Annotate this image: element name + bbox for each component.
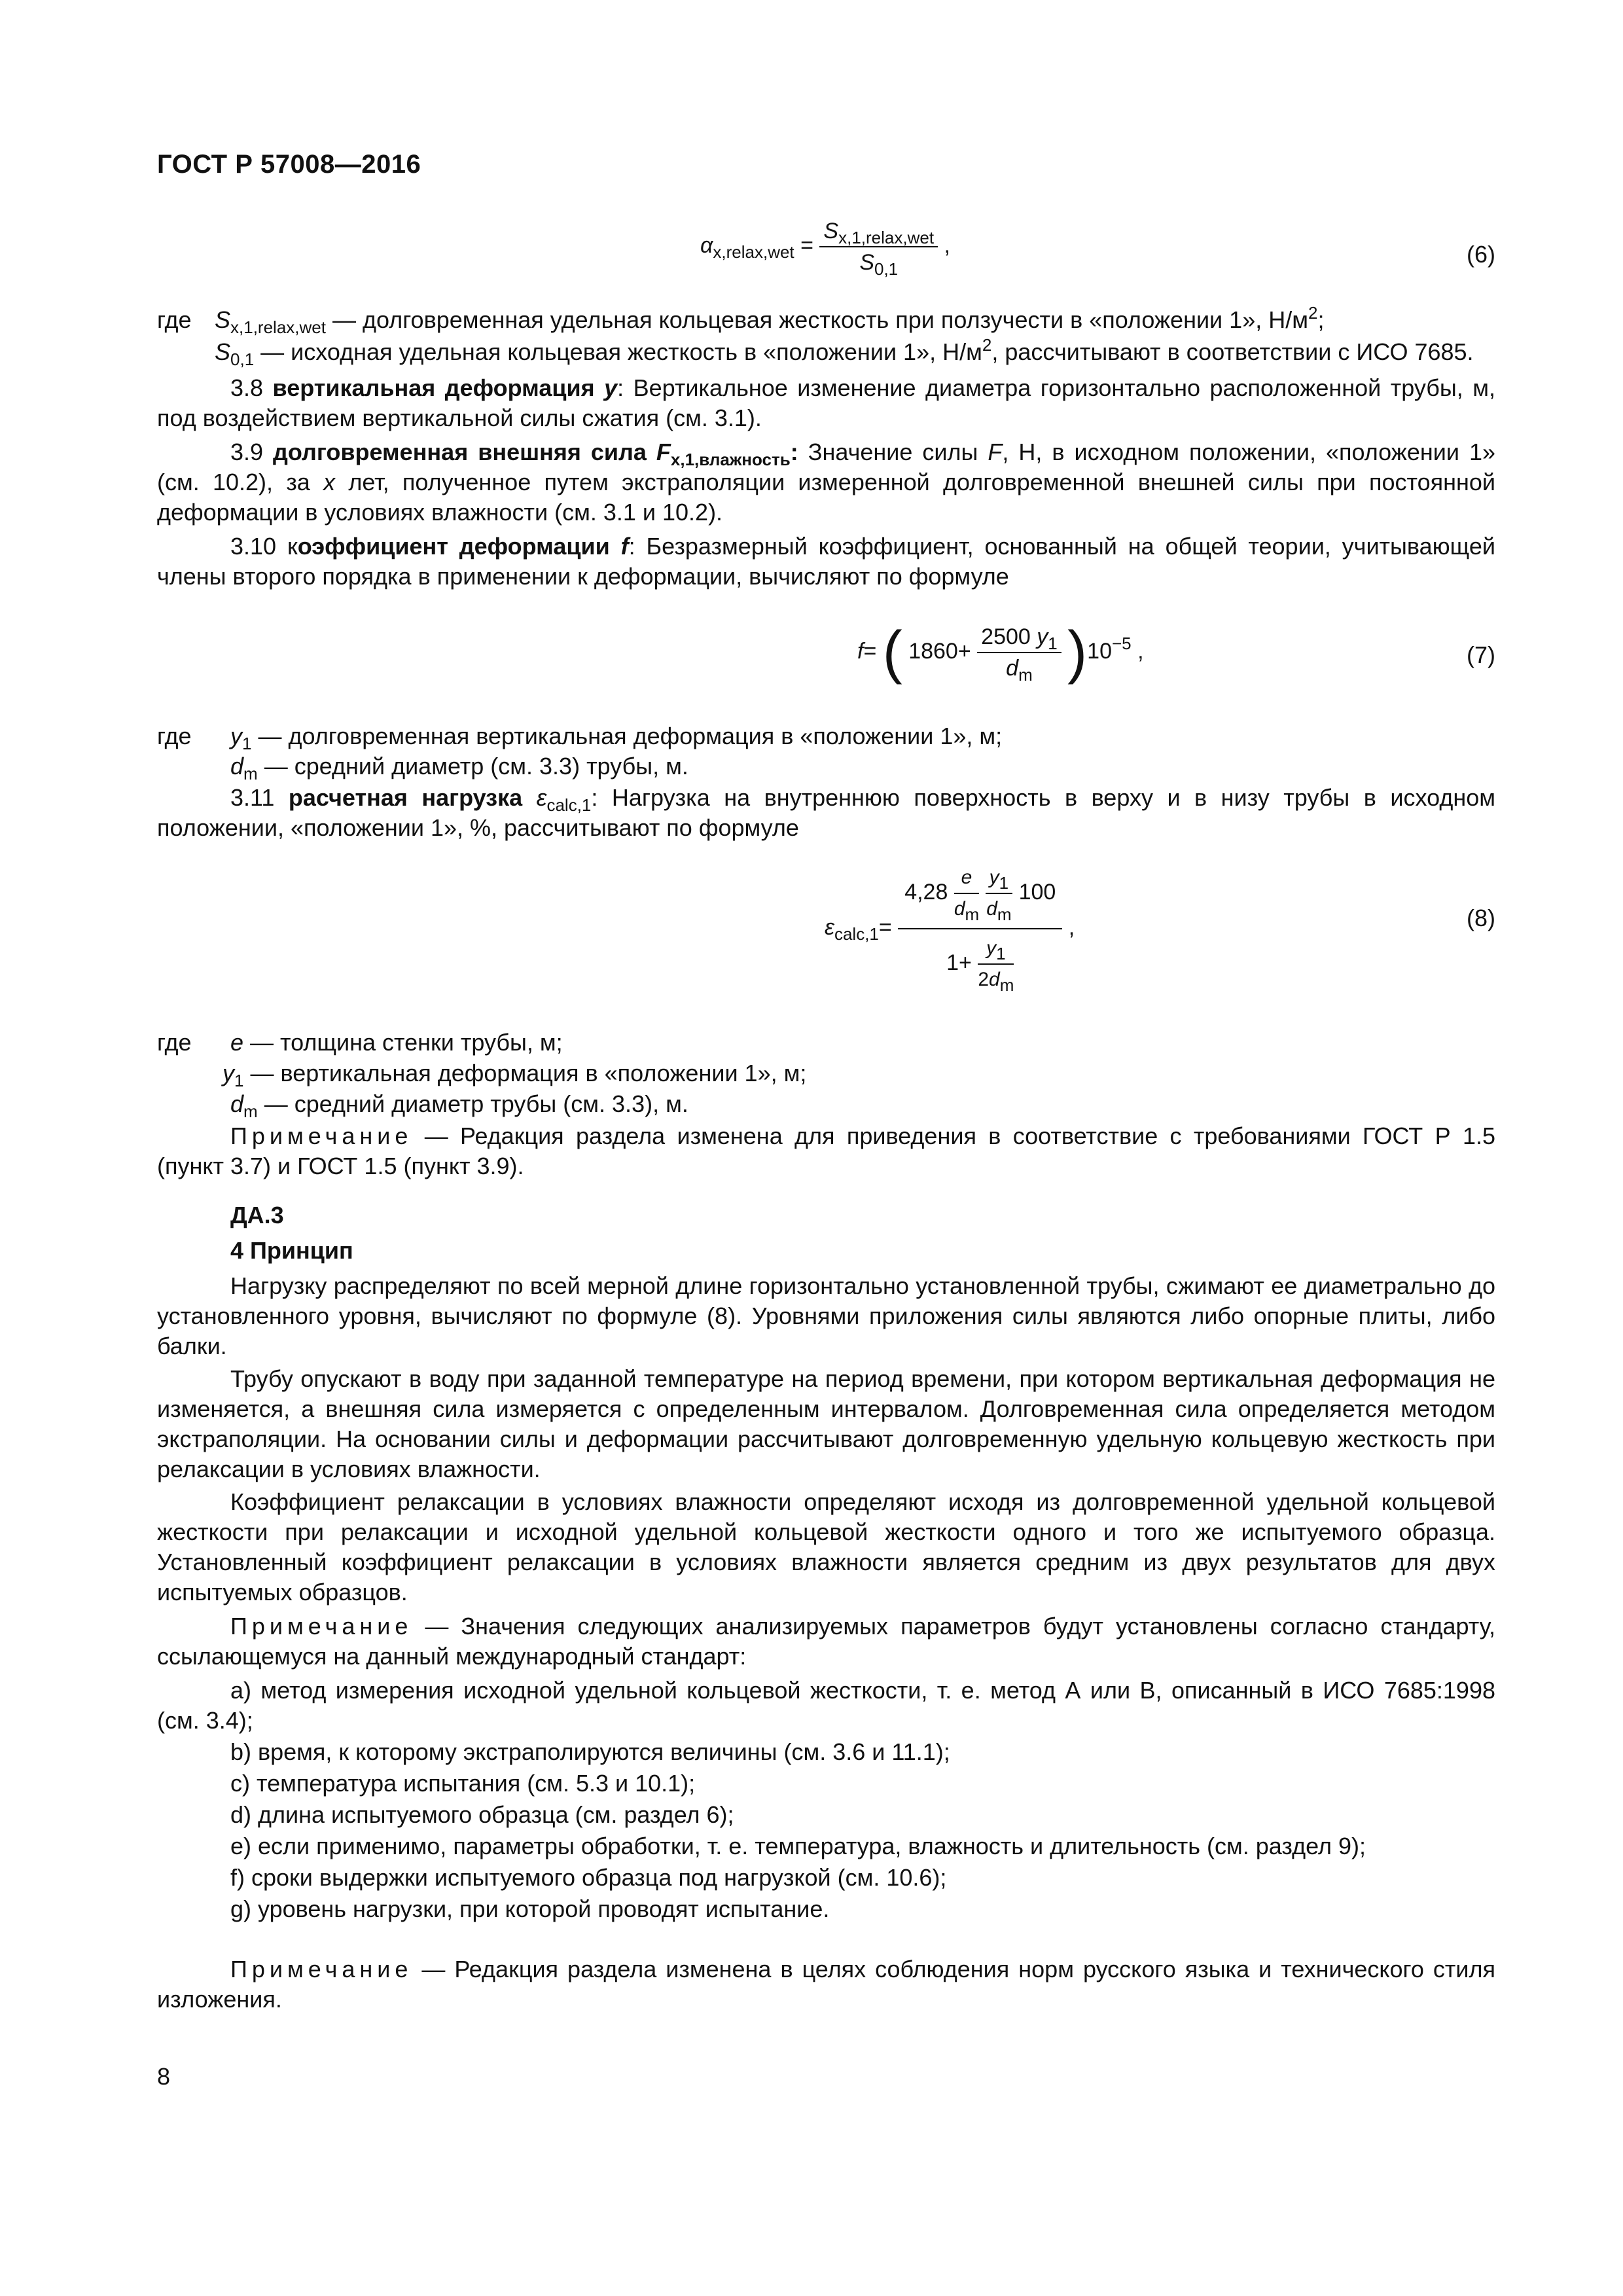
list-item: f) сроки выдержки испытуемого образца под нагрузкой (см. 10.6); [230, 1864, 947, 1891]
document-code: ГОСТ Р 57008—2016 [157, 150, 421, 179]
paragraph-1: Нагрузку распределяют по всей мерной длине горизонтально установленной трубы, сжимают ее диаметрально до установленного уровня, вычисляют по формуле (8). Уровнями приложения силы являются либо опорные плиты, либо балки. [157, 1272, 1495, 1359]
eq7-fraction: $\frac{2500 y_1}{d_m}$ [977, 622, 1061, 683]
equation-8: $\varepsilon_{calc,1}=$ 4,28 $\frac{e}{dm}$ $\frac{y1}{dm}$ 100 1+ $\frac{y1}{2dm}$ , [825, 863, 1075, 995]
equation-6: $\alpha_{x,relax,wet}$ = $\frac{S_{x,1,relax,wet}}{S_{0,1}}$ , [700, 216, 950, 278]
section-da3-heading: ДА.3 [230, 1202, 284, 1229]
clause-3-8: 3.8 вертикальная деформация y: Вертикальное изменение диаметра горизонтально расположенной трубы, м, под воздействием вертикальной силы сжатия (см. 3.1). [157, 374, 1496, 431]
paragraph-2: Трубу опускают в воду при заданной температуре на период времени, при котором вертикальная деформация не изменяется, а внешняя сила измеряется с определенным интервалом. Долговременная сила определяется методом экстраполяции. На основании силы и деформации рассчитывают долговременную удельную кольцевую жесткость при релаксации в условиях влажности. [157, 1365, 1495, 1482]
eq6-fraction: $\frac{S_{x,1,relax,wet}}{S_{0,1}}$ [819, 216, 938, 278]
list-item: a) метод измерения исходной удельной кольцевой жесткости, т. е. метод А или В, описанный в ИСО 7685:1998 (см. 3.4); [157, 1677, 1495, 1734]
parameter-list [157, 1676, 1495, 1924]
clause-3-11: 3.11 расчетная нагрузка $\varepsilon_{calc,1}$: Нагрузка на внутреннюю поверхность в верху и в низу трубы в исходном положении, «положении 1», %, рассчитывают по формуле [157, 784, 1495, 841]
clause-3-9: 3.9 долговременная внешняя сила $F_{x,1,влажность}$: Значение силы F, Н, в исходном положении, «положении 1» (см. 10.2), за x лет, полученное путем экстраполяции измеренной долговременной внешней силы при постоянной деформации в условиях влажности (см. 3.1 и 10.2). [157, 439, 1496, 526]
note-3: Примечание — Редакция раздела изменена в целях соблюдения норм русского языка и технического стиля изложения. [157, 1956, 1495, 2013]
note-1: Примечание — Редакция раздела изменена для приведения в соответствие с требованиями ГОСТ Р 1.5 (пункт 3.7) и ГОСТ 1.5 (пункт 3.9). [157, 1122, 1495, 1179]
where-label: где [157, 723, 192, 749]
equation-8-number: (8) [1467, 905, 1495, 931]
list-item: g) уровень нагрузки, при которой проводят испытание. [230, 1895, 830, 1922]
equation-6-number: (6) [1467, 241, 1495, 268]
list-item: d) длина испытуемого образца (см. раздел 6); [230, 1801, 734, 1828]
list-item: e) если применимо, параметры обработки, т. е. температура, влажность и длительность (см. раздел 9); [230, 1833, 1366, 1859]
list-item: c) температура испытания (см. 5.3 и 10.1); [230, 1770, 696, 1797]
clause-3-10: 3.10 коэффициент деформации f: Безразмерный коэффициент, основанный на общей теории, учитывающей члены второго порядка в применении к деформации, вычисляют по формуле [157, 533, 1496, 590]
page-number: 8 [157, 2063, 171, 2090]
equation-7-number: (7) [1467, 641, 1495, 668]
equation-7: f= ( 1860+ $\frac{2500 y_1}{d_m}$ )$10^{-5}$ , [857, 620, 1144, 685]
paragraph-3: Коэффициент релаксации в условиях влажности определяют исходя из долговременной удельной кольцевой жесткости при релаксации и исходной удельной кольцевой жесткости одного и того же испытуемого образца. Установленный коэффициент релаксации в условиях влажности является средним из двух результатов для двух испытуемых образцов. [157, 1488, 1495, 1605]
where-label: где [157, 306, 192, 333]
section-4-heading: 4 Принцип [230, 1237, 353, 1264]
list-item: b) время, к которому экстраполируются величины (см. 3.6 и 11.1); [230, 1738, 950, 1765]
note-2: Примечание — Значения следующих анализируемых параметров будут установлены согласно стандарту, ссылающемуся на данный международный стандарт: [157, 1613, 1495, 1670]
where-label: где [157, 1029, 192, 1056]
eq8-fraction: 4,28 $\frac{e}{dm}$ $\frac{y1}{dm}$ 100 1+ $\frac{y1}{2dm}$ [898, 863, 1062, 995]
document-page: ГОСТ Р 57008—2016 $\alpha_{x,relax,wet}$ = $\frac{S_{x,1,relax,wet}}{S_{0,1}}$ , (6) где $S_{x,1,relax,wet}$ — долговременная удельная кольцевая жесткость при ползучести в «положении 1», $Н/м^2$; $S_{0,1}$ — исходная удельная кольцевая жесткость в «положении 1», $Н/м^2$, рассчитывают в соответствии с ИСО 7685. 3.8 вертикальная деформация y: Вертикальное изменение диаметра горизонтально расположенной трубы, м, под воздействием вертикальной силы сжатия (см. 3.1). 3.9 долговременная внешняя сила $F_{x,1,влажность}$: Значение силы F, Н, в исходном положении, «положении 1» (см. 10.2), за x лет, полученное путем экстраполяции измеренной долговременной внешней силы при постоянной деформации в условиях влажности (см. 3.1 и 10.2). 3.10 коэффициент деформации f: Безразмерный коэффициент, основанный на общей теории, учитывающей члены второго порядка в применении к деформации, вычисляют по формуле f= ( 1860+ $\frac{2500 y_1}{d_m}$ )$10^{-5}$ , (7) где $y_1$ — долговременная вертикальная деформация в «положении 1», м; $d_m$ — средний диаметр (см. 3.3) трубы, м. 3.11 расчетная нагрузка $\varepsilon_{calc,1}$: Нагрузка на внутреннюю поверхность в верху и в низу трубы в исходном положении, «положении 1», %, рассчитывают по формуле $\varepsilon_{calc,1}=$ 4,28 $\frac{e}{dm}$ $\frac{y1}{dm}$ 100 1+ $\frac{y1}{2dm}$ , (8) где e — толщина стенки трубы, м; $y_1$ — вертикальная деформация в «положении 1», м; $d_m$ — средний диаметр трубы (см. 3.3), м. Примечание — Редакция раздела изменена для приведения в соответствие с требованиями ГОСТ Р 1.5 (пункт 3.7) и ГОСТ 1.5 (пункт 3.9). ДА.3 4 Принцип Нагрузку распределяют по всей мерной длине горизонтально установленной трубы, сжимают ее диаметрально до установленного уровня, вычисляют по формуле (8). Уровнями приложения силы являются либо опорные плиты, либо балки. Трубу опускают в воду при заданной температуре на период времени, при котором вертикальная деформация не изменяется, а внешняя сила измеряется с определенным интервалом. Долговременная сила определяется методом экстраполяции. На основании силы и деформации рассчитывают долговременную удельную кольцевую жесткость при релаксации в условиях влажности. Коэффициент релаксации в условиях влажности определяют исходя из долговременной удельной кольцевой жесткости при релаксации и исходной удельной кольцевой жесткости одного и того же испытуемого образца. Установленный коэффициент релаксации в условиях влажности является средним из двух результатов для двух испытуемых образцов. Примечание — Значения следующих анализируемых параметров будут установлены согласно стандарту, ссылающемуся на данный международный стандарт: a) метод измерения исходной удельной кольцевой жесткости, т. е. метод А или В, описанный в ИСО 7685:1998 (см. 3.4); b) время, к которому экстраполируются величины (см. 3.6 и 11.1); c) температура испытания (см. 5.3 и 10.1); d) длина испытуемого образца (см. раздел 6); e) если применимо, параметры обработки, т. е. температура, влажность и длительность (см. раздел 9); f) сроки выдержки испытуемого образца под нагрузкой (см. 10.6); g) уровень нагрузки, при которой проводят испытание. Примечание — Редакция раздела изменена в целях соблюдения норм русского языка и технического стиля изложения. 8 [157, 0, 1495, 2296]
